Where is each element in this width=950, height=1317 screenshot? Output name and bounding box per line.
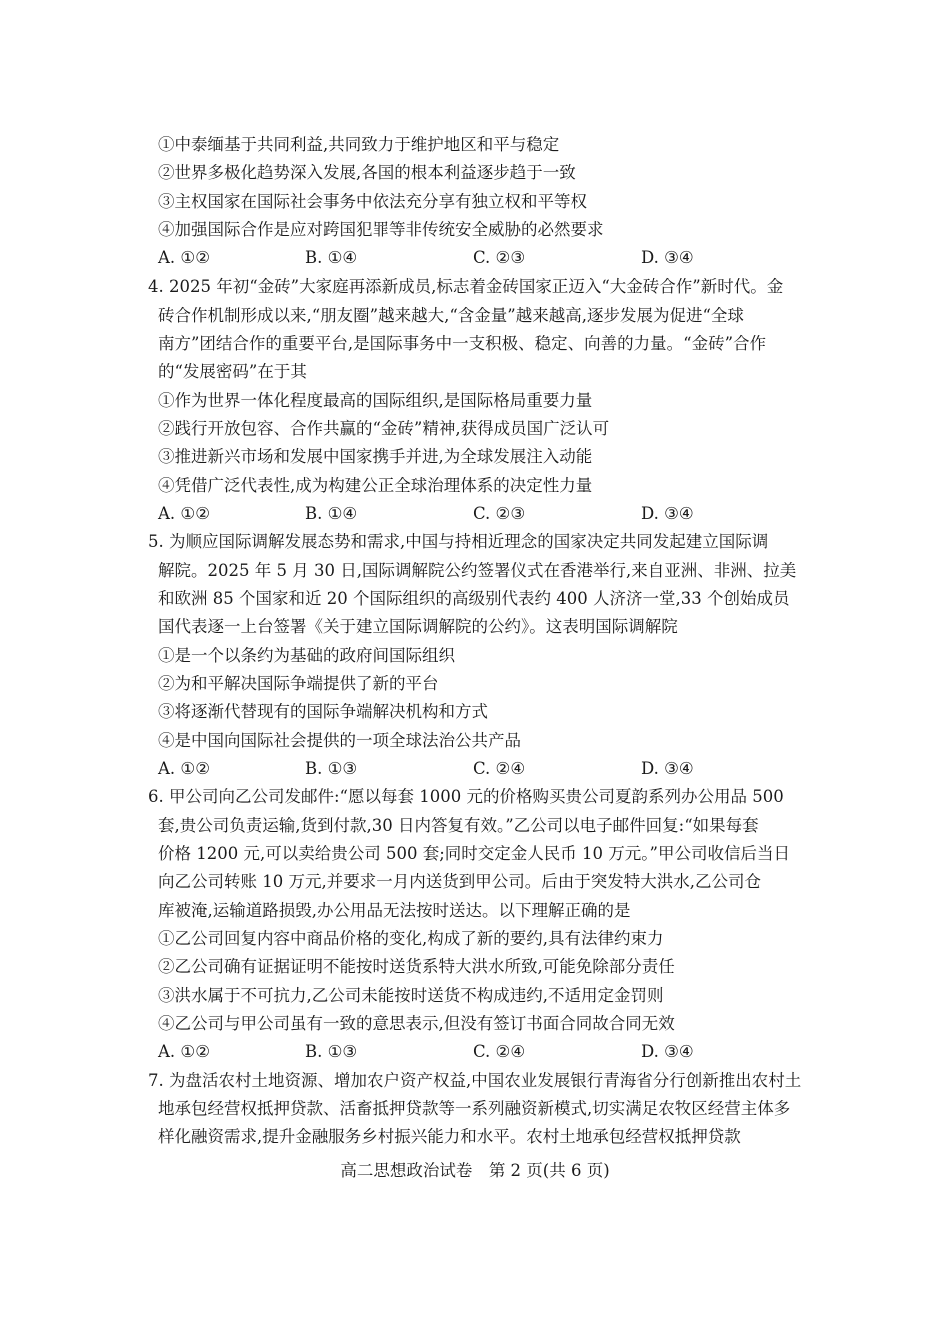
- q5-choice-c: C. ②④: [473, 759, 526, 778]
- q7-stem-line-1: 7. 为盘活农村土地资源、增加农户资产权益,中国农业发展银行青海省分行创新推出农村土: [148, 1071, 802, 1090]
- q6-stem-line-4: 向乙公司转账 10 万元,并要求一月内送货到甲公司。后由于突发特大洪水,乙公司仓: [158, 872, 761, 891]
- q3-choice-a: A. ①②: [158, 248, 210, 267]
- q6-choice-b: B. ①③: [305, 1042, 358, 1061]
- q3-option-1: ①中泰缅基于共同利益,共同致力于维护地区和平与稳定: [158, 135, 560, 154]
- q5-stem-line-2: 解院。2025 年 5 月 30 日,国际调解院公约签署仪式在香港举行,来自亚洲、非洲、拉美: [158, 561, 797, 580]
- q5-choice-a: A. ①②: [158, 759, 210, 778]
- q5-choice-d: D. ③④: [641, 759, 694, 778]
- q6-option-3: ③洪水属于不可抗力,乙公司未能按时送货不构成违约,不适用定金罚则: [158, 986, 664, 1005]
- q5-option-3: ③将逐渐代替现有的国际争端解决机构和方式: [158, 702, 488, 721]
- q6-option-2: ②乙公司确有证据证明不能按时送货系特大洪水所致,可能免除部分责任: [158, 957, 675, 976]
- q3-option-4: ④加强国际合作是应对跨国犯罪等非传统安全威胁的必然要求: [158, 220, 604, 239]
- q4-stem-line-4: 的“发展密码”在于其: [158, 362, 307, 381]
- q5-choice-b: B. ①③: [305, 759, 358, 778]
- q5-stem-line-3: 和欧洲 85 个国家和近 20 个国际组织的高级别代表约 400 人济济一堂,33 个创始成员: [158, 589, 790, 608]
- q3-choice-b: B. ①④: [305, 248, 358, 267]
- page-footer: 高二思想政治试卷 第 2 页(共 6 页): [340, 1161, 610, 1180]
- q6-option-4: ④乙公司与甲公司虽有一致的意思表示,但没有签订书面合同故合同无效: [158, 1014, 675, 1033]
- q3-choice-d: D. ③④: [641, 248, 694, 267]
- q4-option-2: ②践行开放包容、合作共赢的“金砖”精神,获得成员国广泛认可: [158, 419, 610, 438]
- q4-option-1: ①作为世界一体化程度最高的国际组织,是国际格局重要力量: [158, 391, 593, 410]
- q5-option-4: ④是中国向国际社会提供的一项全球法治公共产品: [158, 731, 521, 750]
- q6-choice-d: D. ③④: [641, 1042, 694, 1061]
- q6-stem-line-5: 库被淹,运输道路损毁,办公用品无法按时送达。以下理解正确的是: [158, 901, 631, 920]
- q7-stem-line-2: 地承包经营权抵押贷款、活畜抵押贷款等一系列融资新模式,切实满足农牧区经营主体多: [158, 1099, 791, 1118]
- q6-stem-line-3: 价格 1200 元,可以卖给贵公司 500 套;同时交定金人民币 10 万元。”甲公司收信后当日: [158, 844, 790, 863]
- q4-stem-line-2: 砖合作机制形成以来,“朋友圈”越来越大,“含金量”越来越高,逐步发展为促进“全球: [158, 306, 744, 325]
- q4-option-3: ③推进新兴市场和发展中国家携手并进,为全球发展注入动能: [158, 447, 593, 466]
- q6-choice-a: A. ①②: [158, 1042, 210, 1061]
- q4-stem-line-1: 4. 2025 年初“金砖”大家庭再添新成员,标志着金砖国家正迈入“大金砖合作”新时代。金: [148, 277, 784, 296]
- q4-choice-c: C. ②③: [473, 504, 526, 523]
- q6-option-1: ①乙公司回复内容中商品价格的变化,构成了新的要约,具有法律约束力: [158, 929, 664, 948]
- q4-choice-a: A. ①②: [158, 504, 210, 523]
- q4-choice-d: D. ③④: [641, 504, 694, 523]
- q3-option-3: ③主权国家在国际社会事务中依法充分享有独立权和平等权: [158, 192, 587, 211]
- q5-stem-line-4: 国代表逐一上台签署《关于建立国际调解院的公约》。这表明国际调解院: [158, 617, 678, 636]
- q6-stem-line-2: 套,贵公司负责运输,货到付款,30 日内答复有效。”乙公司以电子邮件回复:“如果每套: [158, 816, 759, 835]
- q5-option-2: ②为和平解决国际争端提供了新的平台: [158, 674, 439, 693]
- q4-choice-b: B. ①④: [305, 504, 358, 523]
- q4-option-4: ④凭借广泛代表性,成为构建公正全球治理体系的决定性力量: [158, 476, 593, 495]
- q6-choice-c: C. ②④: [473, 1042, 526, 1061]
- q5-option-1: ①是一个以条约为基础的政府间国际组织: [158, 646, 455, 665]
- q5-stem-line-1: 5. 为顺应国际调解发展态势和需求,中国与持相近理念的国家决定共同发起建立国际调: [148, 532, 769, 551]
- q7-stem-line-3: 样化融资需求,提升金融服务乡村振兴能力和水平。农村土地承包经营权抵押贷款: [158, 1127, 741, 1146]
- q3-choice-c: C. ②③: [473, 248, 526, 267]
- q4-stem-line-3: 南方”团结合作的重要平台,是国际事务中一支积极、稳定、向善的力量。“金砖”合作: [158, 334, 767, 353]
- q6-stem-line-1: 6. 甲公司向乙公司发邮件:“愿以每套 1000 元的价格购买贵公司夏韵系列办公用品 500: [148, 787, 784, 806]
- q3-option-2: ②世界多极化趋势深入发展,各国的根本利益逐步趋于一致: [158, 163, 576, 182]
